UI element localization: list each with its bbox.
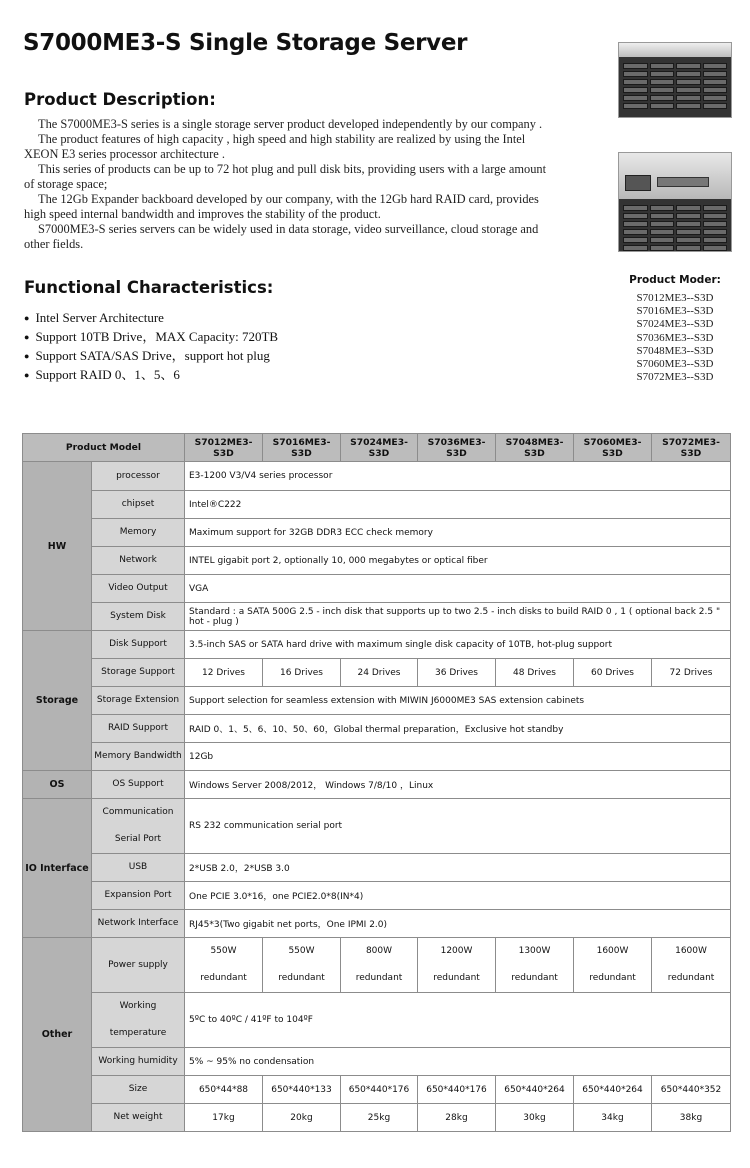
- table-cell: [418, 938, 496, 993]
- table-row: [23, 715, 731, 743]
- page-title: S7000ME3-S Single Storage Server: [23, 30, 468, 56]
- header-model: S7024ME3-S3D: [341, 434, 418, 462]
- row-label: Size: [92, 1076, 185, 1104]
- table-row: [23, 575, 731, 603]
- spec-table: [22, 433, 731, 1132]
- row-value: RS 232 communication serial port: [185, 799, 731, 854]
- list-item: S7072ME3--S3D: [636, 371, 714, 384]
- power-type: redundant: [589, 973, 636, 983]
- table-row: [23, 659, 731, 687]
- row-label: USB: [92, 854, 185, 882]
- description-paragraph: The product features of high capacity , high speed and high stability are realized by using the Intel XEON E3 series processor architecture .: [24, 132, 526, 161]
- table-row: [23, 547, 731, 575]
- row-label: Video Output: [92, 575, 185, 603]
- row-value: 5ºC to 40ºC / 41ºF to 104ºF: [185, 993, 731, 1048]
- table-cell: 12 Drives: [185, 659, 263, 687]
- table-cell: 60 Drives: [574, 659, 652, 687]
- power-watts: 1600W: [596, 946, 629, 956]
- row-value: RAID 0、1、5、6、10、50、60，Global thermal preparation，Exclusive hot standby: [185, 715, 731, 743]
- row-label: OS Support: [92, 771, 185, 799]
- power-type: redundant: [355, 973, 403, 983]
- table-cell: 36 Drives: [418, 659, 496, 687]
- list-item: S7036ME3--S3D: [636, 331, 714, 344]
- header-model: S7016ME3-S3D: [263, 434, 341, 462]
- row-value: Intel®C222: [185, 491, 731, 519]
- table-row: [23, 993, 731, 1048]
- row-value: INTEL gigabit port 2, optionally 10, 000 megabytes or optical fiber: [185, 547, 731, 575]
- table-row: [23, 854, 731, 882]
- row-label: Storage Support: [92, 659, 185, 687]
- group-other: Other: [23, 938, 92, 1132]
- row-label: Working humidity: [92, 1048, 185, 1076]
- list-item: S7012ME3--S3D: [636, 292, 714, 304]
- row-value: Support selection for seamless extension with MIWIN J6000ME3 SAS extension cabinets: [185, 687, 731, 715]
- table-row: [23, 743, 731, 771]
- description-paragraph: The S7000ME3-S series is a single storage server product developed independently by our company .: [38, 117, 543, 131]
- row-value: Maximum support for 32GB DDR3 ECC check memory: [185, 519, 731, 547]
- power-watts: 800W: [365, 946, 393, 956]
- header-model: S7072ME3-S3D: [652, 434, 731, 462]
- table-row: [23, 1048, 731, 1076]
- group-io-interface: IO Interface: [23, 799, 92, 938]
- group-os: OS: [23, 771, 92, 799]
- header-model: S7060ME3-S3D: [574, 434, 652, 462]
- header-product-model: Product Model: [23, 434, 185, 462]
- table-cell: 24 Drives: [341, 659, 418, 687]
- table-cell: [185, 938, 263, 993]
- table-cell: 38kg: [652, 1104, 731, 1132]
- row-value: VGA: [185, 575, 731, 603]
- row-value: 2*USB 2.0，2*USB 3.0: [185, 854, 731, 882]
- table-cell: 650*440*133: [263, 1076, 341, 1104]
- list-item: S7024ME3--S3D: [636, 318, 714, 331]
- description-heading: Product Description:: [24, 90, 216, 109]
- table-row: [23, 1076, 731, 1104]
- row-value: 12Gb: [185, 743, 731, 771]
- table-cell: [341, 938, 418, 993]
- table-cell: 650*44*88: [185, 1076, 263, 1104]
- row-label: Network Interface: [92, 910, 185, 938]
- description-paragraph: The 12Gb Expander backboard developed by our company, with the 12Gb hard RAID card, provides high speed internal bandwidth and improves the stability of the product.: [24, 192, 539, 221]
- table-row: [23, 938, 731, 993]
- table-cell: 650*440*352: [652, 1076, 731, 1104]
- row-label: Expansion Port: [92, 882, 185, 910]
- table-cell: 17kg: [185, 1104, 263, 1132]
- table-cell: [496, 938, 574, 993]
- power-watts: 550W: [288, 946, 315, 956]
- table-row: [23, 910, 731, 938]
- list-item: S7016ME3--S3D: [636, 305, 714, 318]
- server-front-image: [618, 42, 732, 118]
- table-cell: 20kg: [263, 1104, 341, 1132]
- row-label: System Disk: [92, 603, 185, 631]
- row-label: [92, 799, 185, 854]
- header-model: S7036ME3-S3D: [418, 434, 496, 462]
- table-cell: [574, 938, 652, 993]
- row-label: Network: [92, 547, 185, 575]
- table-cell: 28kg: [418, 1104, 496, 1132]
- list-item: S7060ME3--S3D: [636, 358, 714, 371]
- row-value: Standard : a SATA 500G 2.5 - inch disk that supports up to two 2.5 - inch disks to build RAID 0 , 1 ( optional back 2.5 " hot - plug ): [185, 603, 731, 631]
- description-paragraph: This series of products can be up to 72 hot plug and pull disk bits, providing users with a large amount of storage space;: [24, 162, 547, 191]
- list-item: ● Support RAID 0、1、5、6: [24, 366, 278, 385]
- table-row: [23, 882, 731, 910]
- table-row: [23, 462, 731, 491]
- header-model: S7012ME3-S3D: [185, 434, 263, 462]
- row-value: One PCIE 3.0*16，one PCIE2.0*8(IN*4): [185, 882, 731, 910]
- power-type: redundant: [200, 973, 247, 983]
- row-label: Disk Support: [92, 631, 185, 659]
- power-type: redundant: [433, 973, 480, 983]
- list-item: ● Support SATA/SAS Drive，support hot plug: [24, 347, 278, 366]
- table-row: [23, 771, 731, 799]
- group-storage: Storage: [23, 631, 92, 771]
- group-hw: HW: [23, 462, 92, 631]
- row-label: Storage Extension: [92, 687, 185, 715]
- row-label: [92, 993, 185, 1048]
- table-cell: 650*440*264: [574, 1076, 652, 1104]
- row-label: processor: [92, 462, 185, 491]
- power-watts: 1300W: [518, 946, 551, 956]
- row-label: Net weight: [92, 1104, 185, 1132]
- row-label: Memory: [92, 519, 185, 547]
- table-row: [23, 491, 731, 519]
- table-cell: [263, 938, 341, 993]
- description-paragraph: S7000ME3-S series servers can be widely used in data storage, video surveillance, cloud storage and other fields.: [24, 222, 539, 251]
- list-item: ● Support 10TB Drive，MAX Capacity: 720TB: [24, 328, 278, 347]
- characteristics-heading: Functional Characteristics:: [24, 278, 274, 297]
- table-cell: 48 Drives: [496, 659, 574, 687]
- product-description: [24, 117, 549, 252]
- row-label: RAID Support: [92, 715, 185, 743]
- table-cell: 650*440*264: [496, 1076, 574, 1104]
- table-cell: 16 Drives: [263, 659, 341, 687]
- power-watts: 1200W: [440, 946, 473, 956]
- table-row: [23, 519, 731, 547]
- row-value: RJ45*3(Two gigabit net ports，One IPMI 2.0): [185, 910, 731, 938]
- table-cell: 650*440*176: [418, 1076, 496, 1104]
- table-row: [23, 631, 731, 659]
- list-item: ● Intel Server Architecture: [24, 309, 278, 328]
- table-cell: [652, 938, 731, 993]
- row-label: Memory Bandwidth: [92, 743, 185, 771]
- row-value: Windows Server 2008/2012， Windows 7/8/10 ，Linux: [185, 771, 731, 799]
- power-watts: 1600W: [675, 946, 707, 956]
- characteristics-list: [24, 309, 278, 385]
- power-type: redundant: [667, 973, 715, 983]
- row-label: chipset: [92, 491, 185, 519]
- table-cell: 72 Drives: [652, 659, 731, 687]
- table-cell: 650*440*176: [341, 1076, 418, 1104]
- table-row: [23, 1104, 731, 1132]
- row-value: 5% ~ 95% no condensation: [185, 1048, 731, 1076]
- power-type: redundant: [278, 973, 325, 983]
- table-row: [23, 603, 731, 631]
- power-type: redundant: [511, 973, 558, 983]
- table-cell: 34kg: [574, 1104, 652, 1132]
- power-watts: 550W: [210, 946, 237, 956]
- server-rear-image: [618, 152, 732, 252]
- table-header-row: [23, 434, 731, 462]
- row-label-line: Communication: [102, 807, 174, 817]
- table-cell: 25kg: [341, 1104, 418, 1132]
- row-label-line: Serial Port: [114, 834, 162, 844]
- table-cell: 30kg: [496, 1104, 574, 1132]
- header-model: S7048ME3-S3D: [496, 434, 574, 462]
- list-item: S7048ME3--S3D: [636, 344, 714, 357]
- row-label-line: temperature: [109, 1028, 167, 1038]
- row-label: Power supply: [92, 938, 185, 993]
- table-row: [23, 799, 731, 854]
- product-moder-heading: Product Moder:: [629, 274, 721, 286]
- row-value: E3-1200 V3/V4 series processor: [185, 462, 731, 491]
- row-label-line: Working: [119, 1001, 157, 1011]
- product-model-list: [620, 292, 730, 384]
- table-row: [23, 687, 731, 715]
- row-value: 3.5-inch SAS or SATA hard drive with maximum single disk capacity of 10TB, hot-plug support: [185, 631, 731, 659]
